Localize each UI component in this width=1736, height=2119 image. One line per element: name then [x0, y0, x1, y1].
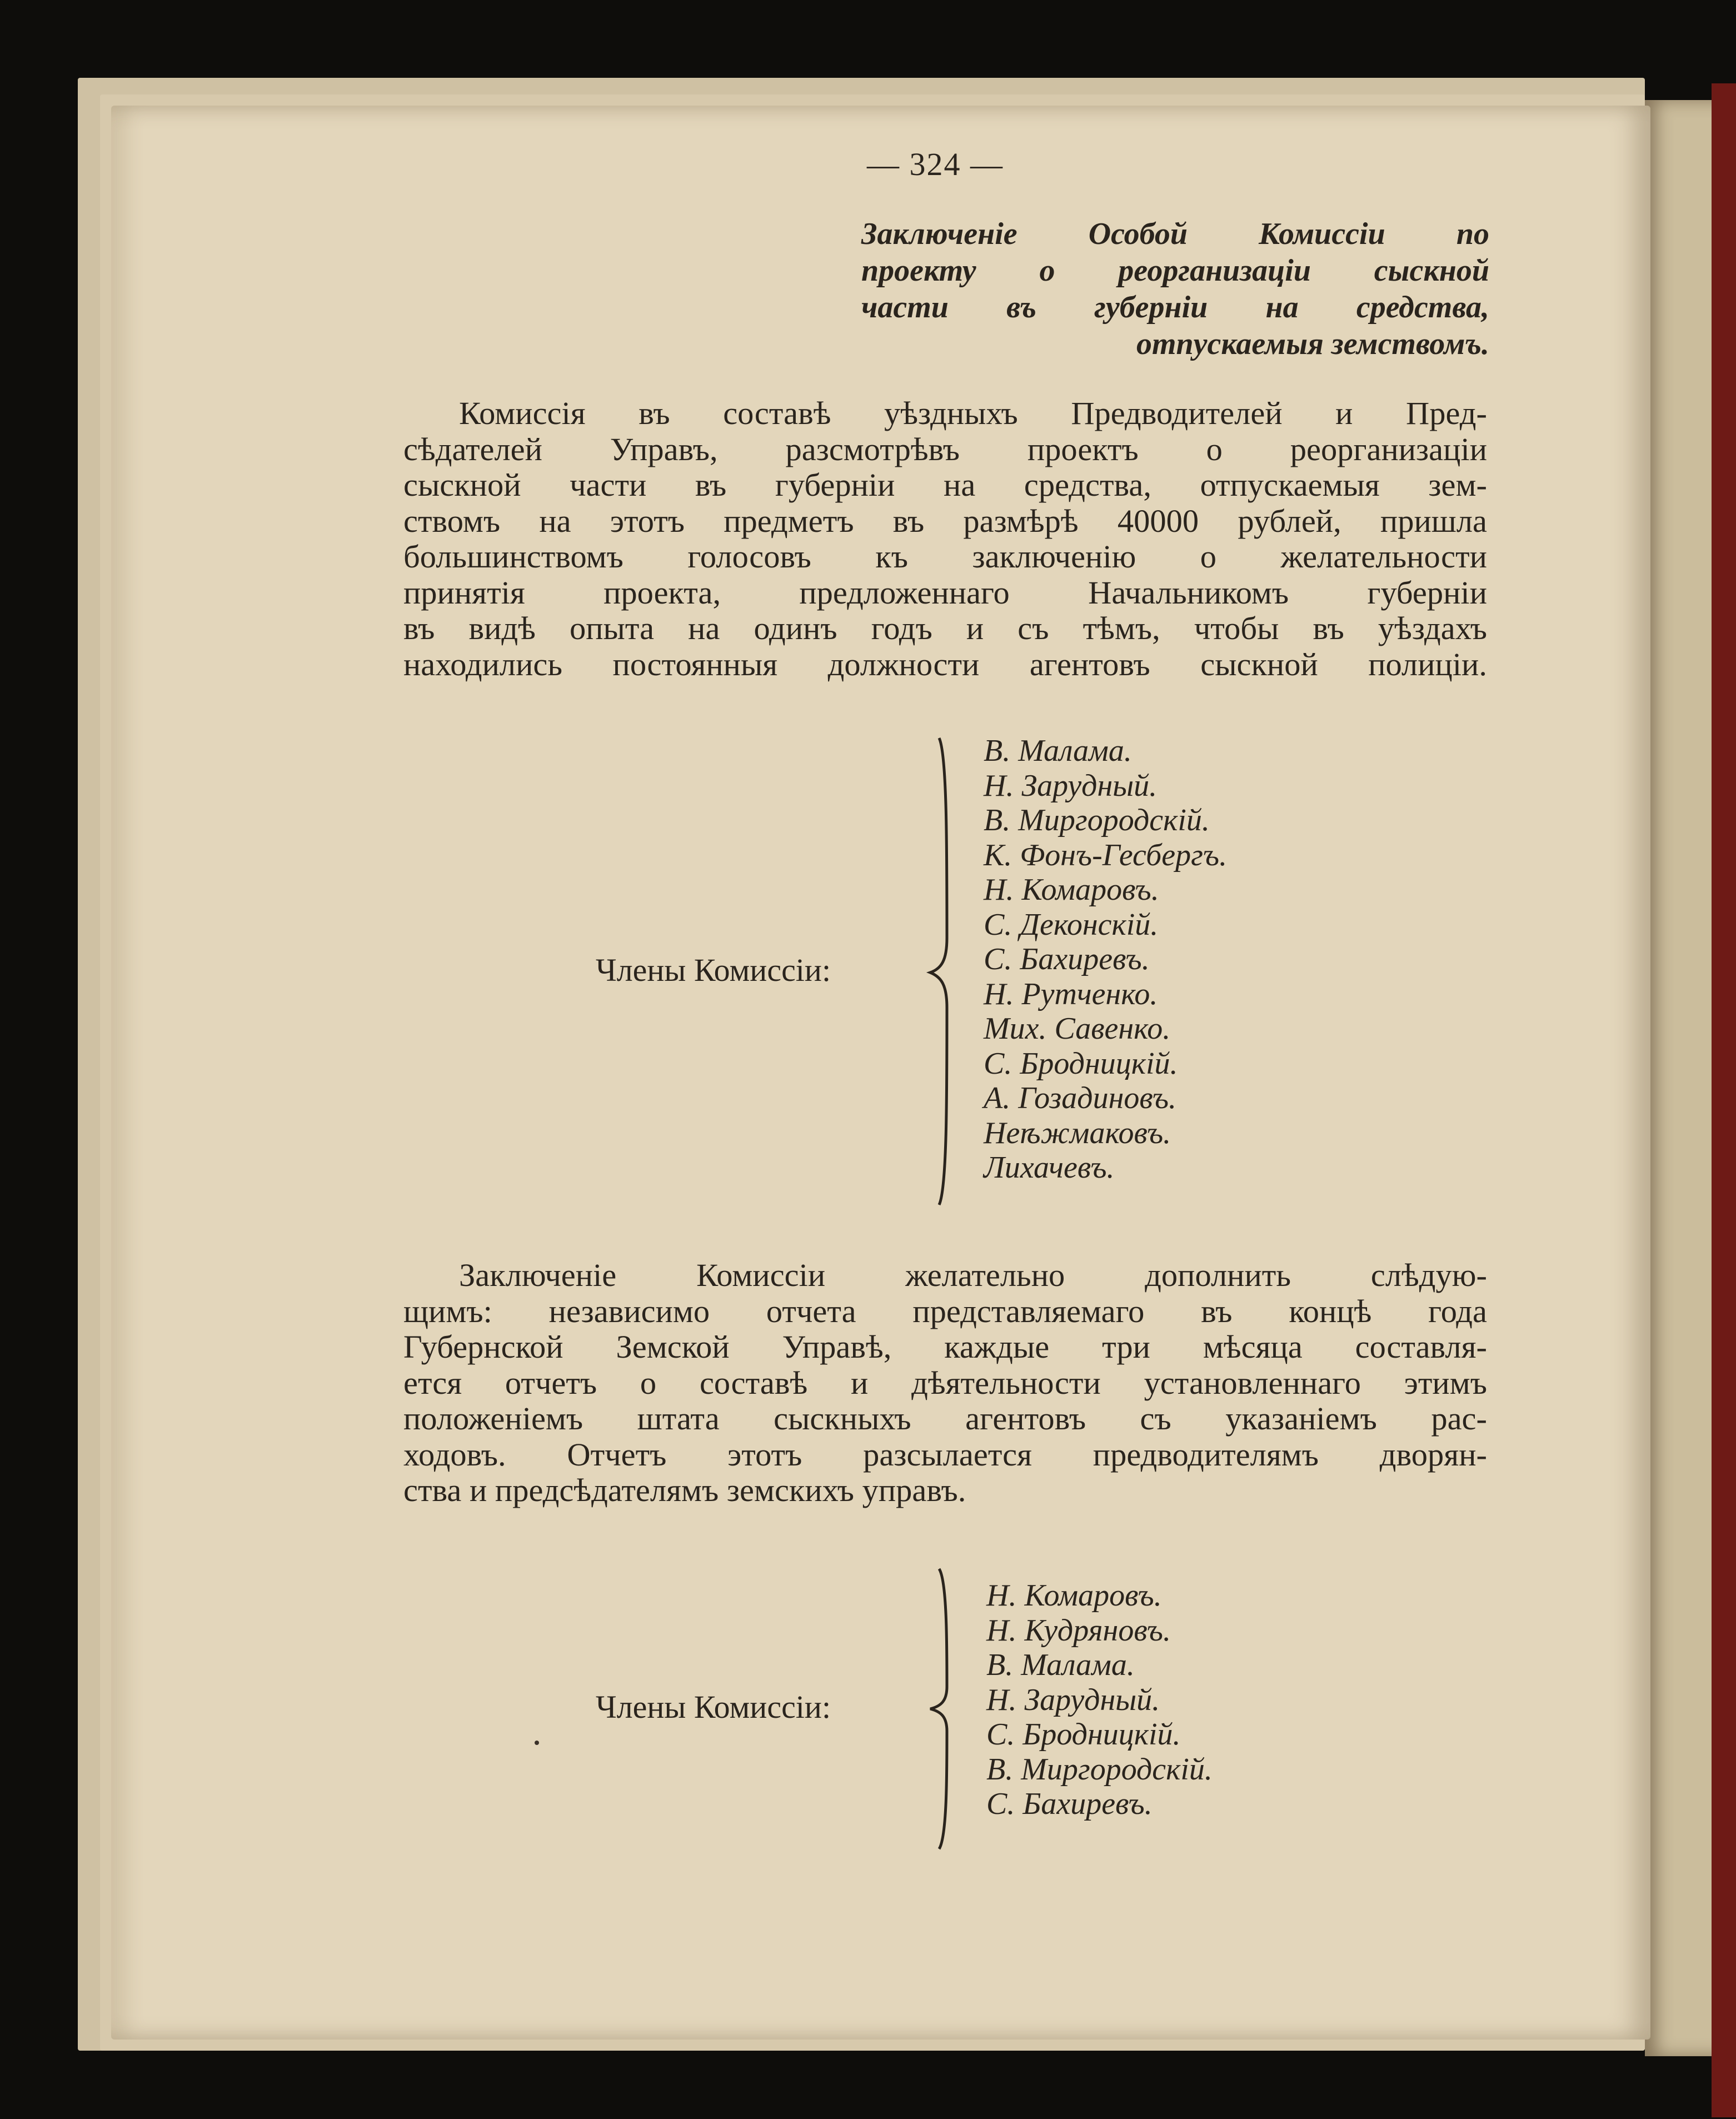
paragraph-line: ется отчетъ о составѣ и дѣятельности установленнаго этимъ	[403, 1364, 1487, 1401]
member-name: С. Бахиревъ.	[986, 1787, 1153, 1821]
paragraph-line: Губернской Земской Управѣ, каждые три мѣсяца составля-	[403, 1329, 1487, 1365]
members-list-1	[984, 734, 1227, 1185]
page-number: — 324 —	[867, 146, 1004, 182]
member-name: В. Миргородскій.	[984, 803, 1210, 837]
member-name: В. Миргородскій.	[986, 1752, 1213, 1787]
body-paragraph-1	[403, 396, 1487, 682]
heading-line: части въ губерніи на средства,	[861, 290, 1489, 325]
paragraph-line: щимъ: независимо отчета представляемаго въ концѣ года	[403, 1293, 1487, 1329]
member-name: С. Деконскій.	[984, 907, 1159, 942]
member-name: С. Бахиревъ.	[984, 942, 1150, 976]
section-heading	[861, 216, 1489, 362]
members-list-2	[986, 1578, 1213, 1822]
ink-dot	[535, 1741, 539, 1745]
member-name: В. Малама.	[986, 1648, 1135, 1682]
member-name: А. Гозадиновъ.	[984, 1081, 1177, 1115]
member-name: Н. Комаровъ.	[986, 1578, 1162, 1613]
paragraph-line: сѣдателей Управъ, разсмотрѣвъ проектъ о реорганизаціи	[403, 431, 1487, 467]
paragraph-line: Комиссія въ составѣ уѣздныхъ Предводителей и Пред-	[459, 395, 1487, 431]
member-name: Н. Кудряновъ.	[986, 1613, 1171, 1648]
member-name: Лихачевъ.	[984, 1150, 1115, 1185]
paragraph-line: ствомъ на этотъ предметъ въ размѣрѣ 40000 рублей, пришла	[403, 502, 1487, 539]
paragraph-line: ства и предсѣдателямъ земскихъ управъ.	[403, 1472, 966, 1508]
member-name: К. Фонъ-Гесбергъ.	[984, 837, 1228, 872]
paragraph-line: большинствомъ голосовъ къ заключенію о желательности	[403, 539, 1487, 575]
members-label-2: Члены Комиссіи:	[596, 1689, 831, 1725]
member-name: С. Бродницкій.	[984, 1046, 1178, 1081]
body-paragraph-2	[403, 1258, 1487, 1509]
paragraph-line: находились постоянныя должности агентовъ сыскной полиціи.	[403, 646, 1487, 682]
paragraph-line: въ видѣ опыта на одинъ годъ и съ тѣмъ, чтобы въ уѣздахъ	[403, 610, 1487, 646]
curly-brace-icon	[922, 1564, 956, 1853]
curly-brace-icon	[922, 732, 956, 1210]
book-spine	[1712, 83, 1736, 2117]
member-name: Н. Комаровъ.	[984, 872, 1159, 907]
paragraph-line: Заключеніе Комиссіи желательно дополнить слѣдую-	[459, 1257, 1487, 1293]
member-name: Н. Рутченко.	[984, 976, 1158, 1011]
members-label-1: Члены Комиссіи:	[596, 952, 831, 988]
heading-line: отпускаемыя земствомъ.	[1136, 327, 1489, 361]
member-name: С. Бродницкій.	[986, 1717, 1181, 1752]
paragraph-line: ходовъ. Отчетъ этотъ разсылается предводителямъ дворян-	[403, 1436, 1487, 1473]
member-name: Н. Зарудный.	[984, 768, 1158, 803]
member-name: Н. Зарудный.	[986, 1682, 1160, 1717]
heading-line: Заключеніе Особой Комиссіи по	[861, 217, 1489, 251]
paragraph-line: принятія проекта, предложеннаго Начальникомъ губерніи	[403, 574, 1487, 611]
member-name: В. Малама.	[984, 734, 1132, 768]
member-name: Мих. Савенко.	[984, 1011, 1171, 1046]
paragraph-line: сыскной части въ губерніи на средства, отпускаемыя зем-	[403, 467, 1487, 503]
heading-line: проекту о реорганизаціи сыскной	[861, 253, 1489, 288]
paragraph-line: положеніемъ штата сыскныхъ агентовъ съ указаніемъ рас-	[403, 1400, 1487, 1437]
member-name: Неѣжмаковъ.	[984, 1115, 1171, 1150]
